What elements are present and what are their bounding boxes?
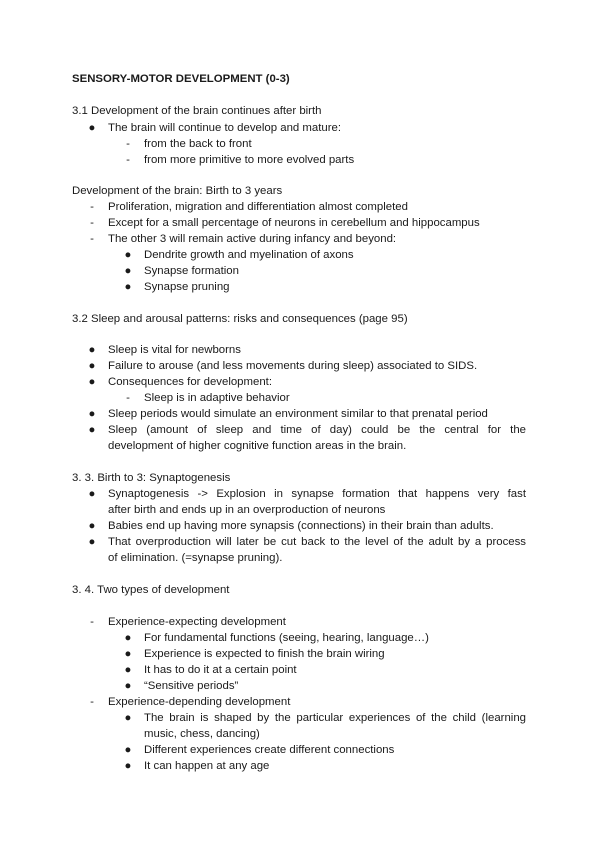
sub-item: For fundamental functions (seeing, hearing, language…) <box>144 632 429 644</box>
list-item: The other 3 will remain active during infancy and beyond: <box>108 233 397 245</box>
list-item-justified: That overproduction will later be cut back to the level of the adult by a process <box>108 536 526 548</box>
bullet-dot: ● <box>124 744 132 756</box>
bullet-dot: ● <box>88 122 96 134</box>
sub-item: Synapse pruning <box>144 281 230 293</box>
sub-item: It has to do it at a certain point <box>144 664 297 676</box>
bullet-dot: ● <box>124 712 132 724</box>
list-item-continuation: of elimination. (=synapse pruning). <box>108 552 283 564</box>
sub-item: from the back to front <box>144 138 252 150</box>
bullet-dash: - <box>90 201 94 213</box>
sub-item: It can happen at any age <box>144 760 270 772</box>
sub-item: Dendrite growth and myelination of axons <box>144 249 354 261</box>
bullet-dot: ● <box>88 536 96 548</box>
sub-item: from more primitive to more evolved parts <box>144 154 355 166</box>
sub-item: Experience is expected to finish the brain wiring <box>144 648 385 660</box>
list-item: Except for a small percentage of neurons in cerebellum and hippocampus <box>108 217 480 229</box>
section-heading-3-1: 3.1 Development of the brain continues after birth <box>72 105 322 117</box>
bullet-dash: - <box>90 217 94 229</box>
bullet-dot: ● <box>88 344 96 356</box>
sub-item: Different experiences create different connections <box>144 744 395 756</box>
bullet-dot: ● <box>124 760 132 772</box>
bullet-dot: ● <box>88 520 96 532</box>
bullet-dot: ● <box>88 408 96 420</box>
bullet-dot: ● <box>124 249 132 261</box>
section-heading-3-3: 3. 3. Birth to 3: Synaptogenesis <box>72 472 231 484</box>
list-item: Proliferation, migration and differentiation almost completed <box>108 201 408 213</box>
sub-item-continuation: music, chess, dancing) <box>144 728 260 740</box>
list-item: Consequences for development: <box>108 376 273 388</box>
list-item: Babies end up having more synapsis (connections) in their brain than adults. <box>108 520 494 532</box>
list-item-justified: Sleep (amount of sleep and time of day) could be the central for the <box>108 424 526 436</box>
list-item: Sleep periods would simulate an environment similar to that prenatal period <box>108 408 488 420</box>
bullet-dot: ● <box>88 360 96 372</box>
bullet-dash: - <box>126 138 130 150</box>
sub-item: Synapse formation <box>144 265 239 277</box>
list-item: Failure to arouse (and less movements during sleep) associated to SIDS. <box>108 360 478 372</box>
bullet-dot: ● <box>124 664 132 676</box>
bullet-dash: - <box>90 616 94 628</box>
section-heading-brain: Development of the brain: Birth to 3 years <box>72 185 283 197</box>
sub-item: Sleep is in adaptive behavior <box>144 392 290 404</box>
list-item-continuation: after birth and ends up in an overproduction of neurons <box>108 504 386 516</box>
list-item: Sleep is vital for newborns <box>108 344 241 356</box>
bullet-dash: - <box>126 154 130 166</box>
list-item-continuation: development of higher cognitive function areas in the brain. <box>108 440 407 452</box>
bullet-dot: ● <box>124 281 132 293</box>
list-item: The brain will continue to develop and mature: <box>108 122 342 134</box>
bullet-dot: ● <box>88 424 96 436</box>
bullet-dash: - <box>126 392 130 404</box>
section-heading-3-4: 3. 4. Two types of development <box>72 584 230 596</box>
list-item-justified: Synaptogenesis -> Explosion in synapse formation that happens very fast <box>108 488 526 500</box>
bullet-dash: - <box>90 233 94 245</box>
list-item: Experience-depending development <box>108 696 291 708</box>
section-heading-3-2: 3.2 Sleep and arousal patterns: risks and consequences (page 95) <box>72 313 408 325</box>
bullet-dot: ● <box>124 265 132 277</box>
bullet-dot: ● <box>124 648 132 660</box>
page-title: SENSORY-MOTOR DEVELOPMENT (0-3) <box>72 73 290 85</box>
bullet-dot: ● <box>124 680 132 692</box>
sub-item-justified: The brain is shaped by the particular experiences of the child (learning <box>144 712 526 724</box>
bullet-dot: ● <box>88 488 96 500</box>
bullet-dash: - <box>90 696 94 708</box>
bullet-dot: ● <box>88 376 96 388</box>
sub-item: “Sensitive periods” <box>144 680 239 692</box>
list-item: Experience-expecting development <box>108 616 286 628</box>
bullet-dot: ● <box>124 632 132 644</box>
